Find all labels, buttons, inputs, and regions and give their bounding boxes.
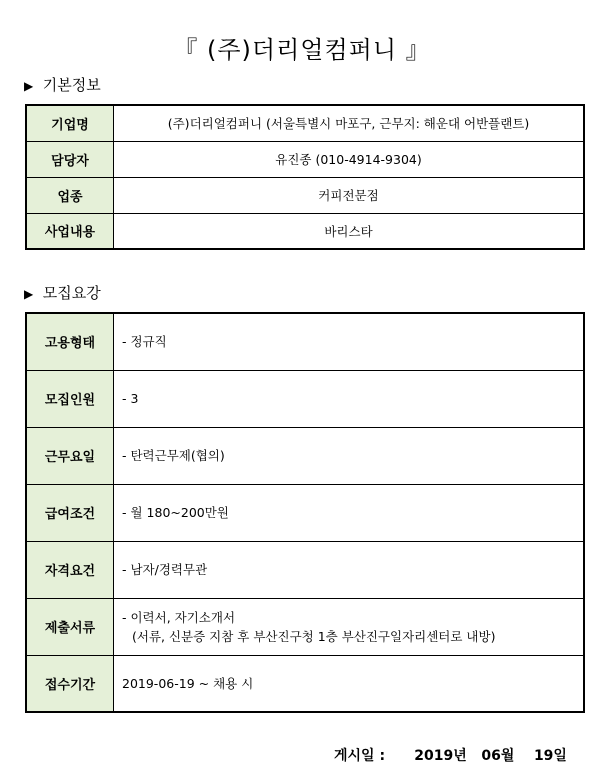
section-heading-recruitment xyxy=(24,282,101,303)
value-line: - 정규직 xyxy=(122,334,167,350)
headcount-value xyxy=(114,370,585,427)
employment-type-value xyxy=(114,313,585,370)
value-line: - 남자/경력무관 xyxy=(122,562,208,577)
table-row xyxy=(26,177,584,213)
value-line: - 3 xyxy=(122,391,139,406)
basic-info-table xyxy=(25,104,585,250)
value-line: 2019-06-19 ~ 채용 시 xyxy=(122,675,254,691)
table-row xyxy=(26,541,584,598)
industry-value: 커피전문점 xyxy=(114,177,585,213)
posted-date xyxy=(334,745,567,765)
table-row xyxy=(26,655,584,712)
qualification-value xyxy=(114,541,585,598)
employment-type-label: 고용형태 xyxy=(26,313,114,370)
posted-year: 2019년 xyxy=(414,748,467,764)
table-row xyxy=(26,141,584,177)
application-period-label: 접수기간 xyxy=(26,655,114,712)
company-name-value: (주)더리얼컴퍼니 (서울특별시 마포구, 근무지: 해운대 어반플랜트) xyxy=(114,105,585,141)
industry-label: 업종 xyxy=(26,177,114,213)
headcount-label: 모집인원 xyxy=(26,370,114,427)
qualification-label: 자격요건 xyxy=(26,541,114,598)
table-row xyxy=(26,370,584,427)
application-period-value xyxy=(114,655,585,712)
value-line: - 월 180~200만원 xyxy=(122,505,229,520)
documents-label: 제출서류 xyxy=(26,598,114,655)
posted-date-label: 게시일 : xyxy=(334,748,386,764)
contact-value: 유진종 (010-4914-9304) xyxy=(114,141,585,177)
business-value: 바리스타 xyxy=(114,213,585,249)
table-row xyxy=(26,427,584,484)
section-heading-basic-info xyxy=(24,74,101,95)
table-row xyxy=(26,313,584,370)
posted-month: 06월 xyxy=(481,748,515,764)
posted-day: 19일 xyxy=(533,748,567,764)
section-heading-label: 기본정보 xyxy=(42,76,101,94)
contact-label: 담당자 xyxy=(26,141,114,177)
value-line: - 이력서, 자기소개서 xyxy=(122,609,236,625)
value-line: (서류, 신분증 지참 후 부산진구청 1층 부산진구일자리센터로 내방) xyxy=(132,628,496,644)
value-line: - 탄력근무제(협의) xyxy=(122,448,225,463)
table-row xyxy=(26,598,584,655)
triangle-bullet-icon: ▶ xyxy=(24,287,34,301)
salary-label: 급여조건 xyxy=(26,484,114,541)
work-days-value xyxy=(114,427,585,484)
table-row xyxy=(26,484,584,541)
table-row xyxy=(26,213,584,249)
business-label: 사업내용 xyxy=(26,213,114,249)
page-title: 『 (주)더리얼컴퍼니 』 xyxy=(173,36,431,64)
company-name-label: 기업명 xyxy=(26,105,114,141)
documents-value xyxy=(114,598,585,655)
recruitment-table xyxy=(25,312,585,713)
triangle-bullet-icon: ▶ xyxy=(24,79,34,93)
salary-value xyxy=(114,484,585,541)
table-row xyxy=(26,105,584,141)
work-days-label: 근무요일 xyxy=(26,427,114,484)
section-heading-label: 모집요강 xyxy=(42,284,101,302)
